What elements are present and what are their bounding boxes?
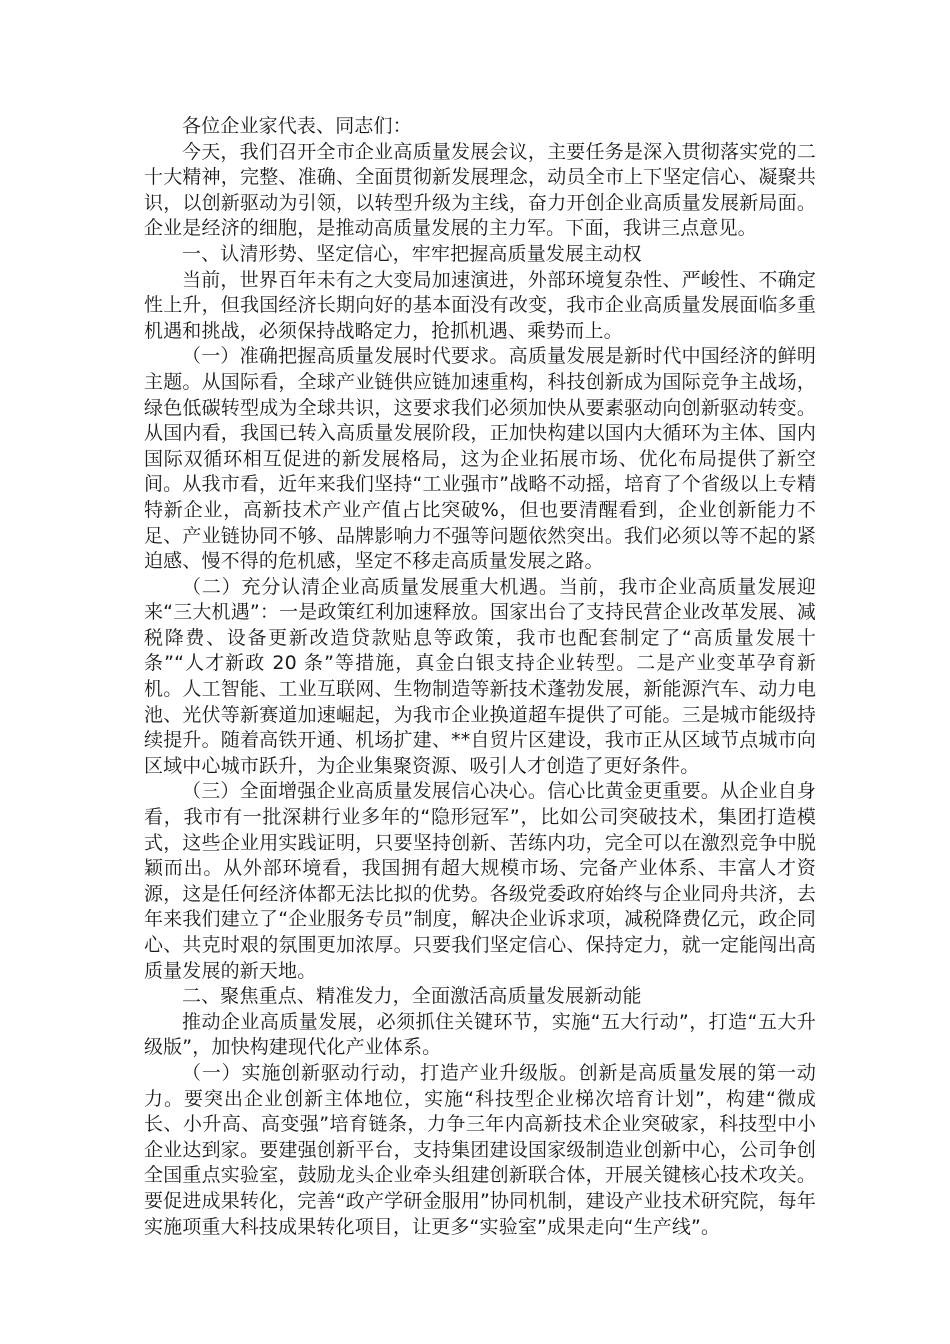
body-paragraph: 推动企业高质量发展，必须抓住关键环节，实施“五大行动”，打造“五大升级版”，加快构建现代化产业体系。 <box>144 1010 816 1059</box>
body-paragraph: 当前，世界百年未有之大变局加速演进，外部环境复杂性、严峻性、不确定性上升，但我国经济长期向好的基本面没有改变，我市企业高质量发展面临多重机遇和挑战，必须保持战略定力，抢抓机遇、乘势而上。 <box>144 268 816 342</box>
salutation: 各位企业家代表、同志们： <box>182 115 412 137</box>
body-paragraph: （一）实施创新驱动行动，打造产业升级版。创新是高质量发展的第一动力。要突出企业创新主体地位，实施“科技型企业梯次培育计划”，构建“微成长、小升高、高变强”培育链条，力争三年内高新技术企业突破家，科技型中小企业达到家。要建强创新平台，支持集团建设国家级制造业创新中心，公司争创全国重点实验室，鼓励龙头企业牵头组建创新联合体，开展关键核心技术攻关。要促进成果转化，完善“政产学研金服用”协同机制，建设产业技术研究院，每年实施项重大科技成果转化项目，让更多“实验室”成果走向“生产线”。 <box>144 1061 816 1238</box>
section-heading-2: 二、聚焦重点、精准发力，全面激活高质量发展新动能 <box>182 985 642 1008</box>
section-heading-1: 一、认清形势、坚定信心，牢牢把握高质量发展主动权 <box>182 242 642 265</box>
opening-paragraph: 今天，我们召开全市企业高质量发展会议，主要任务是深入贯彻落实党的二十大精神，完整、准确、全面贯彻新发展理念，动员全市上下坚定信心、凝聚共识，以创新驱动为引领，以转型升级为主线，奋力开创企业高质量发展新局面。企业是经济的细胞，是推动高质量发展的主力军。下面，我讲三点意见。 <box>144 140 816 240</box>
body-paragraph: （二）充分认清企业高质量发展重大机遇。当前，我市企业高质量发展迎来“三大机遇”：一是政策红利加速释放。国家出台了支持民营企业改革发展、减税降费、设备更新改造贷款贴息等政策，我市也配套制定了“高质量发展十条”“人才新政 20 条”等措施，真金白银支持企业转型。二是产业变革孕育新机。人工智能、工业互联网、生物制造等新技术蓬勃发展，新能源汽车、动力电池、光伏等新赛道加速崛起，为我市企业换道超车提供了可能。三是城市能级持续提升。随着高铁开通、机场扩建、**自贸片区建设，我市正从区域节点城市向区域中心城市跃升，为企业集聚资源、吸引人才创造了更好条件。 <box>144 575 816 777</box>
document-body <box>144 114 816 1240</box>
body-paragraph: （三）全面增强企业高质量发展信心决心。信心比黄金更重要。从企业自身看，我市有一批深耕行业多年的“隐形冠军”，比如公司突破技术，集团打造模式，这些企业用实践证明，只要坚持创新、苦练内功，完全可以在激烈竞争中脱颖而出。从外部环境看，我国拥有超大规模市场、完备产业体系、丰富人才资源，这是任何经济体都无法比拟的优势。各级党委政府始终与企业同舟共济，去年来我们建立了“企业服务专员”制度，解决企业诉求项，减税降费亿元，政企同心、共克时艰的氛围更加浓厚。只要我们坚定信心、保持定力，就一定能闯出高质量发展的新天地。 <box>144 780 816 982</box>
body-paragraph: （一）准确把握高质量发展时代要求。高质量发展是新时代中国经济的鲜明主题。从国际看，全球产业链供应链加速重构，科技创新成为国际竞争主战场，绿色低碳转型成为全球共识，这要求我们必须加快从要素驱动向创新驱动转变。从国内看，我国已转入高质量发展阶段，正加快构建以国内大循环为主体、国内国际双循环相互促进的新发展格局，这为企业拓展市场、优化布局提供了新空间。从我市看，近年来我们坚持“工业强市”战略不动摇，培育了个省级以上专精特新企业，高新技术产业产值占比突破%，但也要清醒看到，企业创新能力不足、产业链协同不够、品牌影响力不强等问题依然突出。我们必须以等不起的紧迫感、慢不得的危机感，坚定不移走高质量发展之路。 <box>144 345 816 573</box>
